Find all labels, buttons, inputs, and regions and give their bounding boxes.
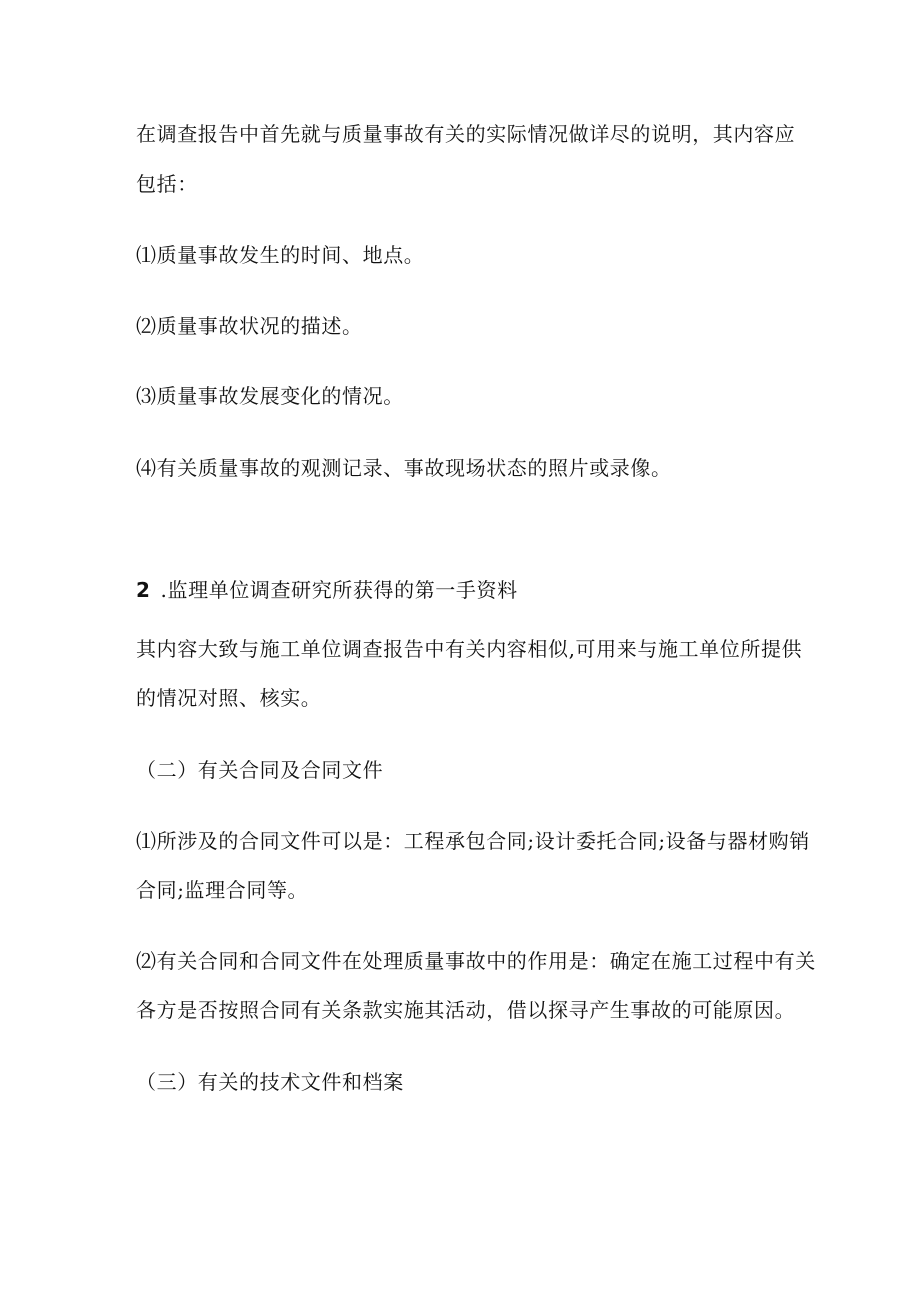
section-2-body-line-2: 的情况对照、核实。 bbox=[136, 686, 322, 710]
list-item-1: ⑴质量事故发生的时间、地点。 bbox=[136, 243, 425, 267]
section-2-heading bbox=[136, 577, 816, 603]
section-c-heading: （三）有关的技术文件和档案 bbox=[136, 1070, 404, 1094]
list-item-2: ⑵质量事故状况的描述。 bbox=[136, 314, 363, 338]
section-b-item-2-line-2: 各方是否按照合同有关条款实施其活动，借以探寻产生事故的可能原因。 bbox=[136, 998, 796, 1022]
list-item-4: ⑷有关质量事故的观测记录、事故现场状态的照片或录像。 bbox=[136, 456, 672, 480]
section-b-heading: （二）有关合同及合同文件 bbox=[136, 758, 384, 782]
section-b-item-1-line-1: ⑴所涉及的合同文件可以是：工程承包合同;设计委托合同;设备与器材购销 bbox=[136, 829, 810, 853]
section-2-number: 2 bbox=[136, 578, 151, 602]
intro-line-1: 在调查报告中首先就与质量事故有关的实际情况做详尽的说明，其内容应 bbox=[136, 122, 796, 146]
section-2-title: .监理单位调查研究所获得的第一手资料 bbox=[160, 578, 518, 602]
section-b-item-2-line-1: ⑵有关合同和合同文件在处理质量事故中的作用是：确定在施工过程中有关 bbox=[136, 949, 816, 973]
section-2-body-line-1: 其内容大致与施工单位调查报告中有关内容相似,可用来与施工单位所提供 bbox=[136, 637, 803, 661]
section-b-item-1-line-2: 合同;监理合同等。 bbox=[136, 878, 309, 902]
list-item-3: ⑶质量事故发展变化的情况。 bbox=[136, 384, 404, 408]
intro-line-2: 包括： bbox=[136, 172, 198, 196]
